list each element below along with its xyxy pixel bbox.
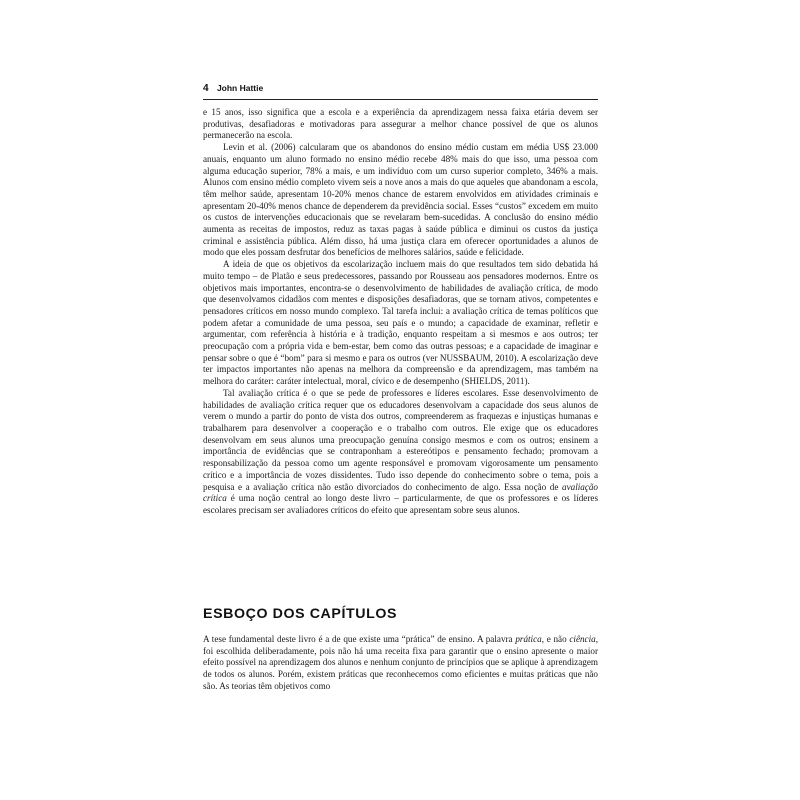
section-heading: ESBOÇO DOS CAPÍTULOS xyxy=(203,606,398,622)
paragraph-4-emphasis: avaliação crítica xyxy=(203,481,598,504)
section-text-c: , foi escolhida deliberadamente, pois não há uma receita fixa para garantir que o ensino apresente o maior efeito possível na aprendizagem dos alunos e nenhum conjunto de princípios que se aplique à aprendizagem de todos os alunos. Porém, existem práticas que reconhecemos como eficientes e muitas práticas que não são. As teorias têm objetivos como xyxy=(203,634,598,691)
page-number: 4 xyxy=(203,83,209,94)
paragraph-4 xyxy=(203,388,598,517)
paragraph-4-text-b: é uma noção central ao longo deste livro – particularmente, de que os professores e os líderes escolares precisam ser avaliadores críticos do efeito que apresentam sobre seus alunos. xyxy=(203,493,598,515)
section-text-b: , e não xyxy=(541,634,570,644)
section-emphasis-pratica: prática xyxy=(515,634,542,644)
running-header xyxy=(203,83,598,100)
body-text xyxy=(203,107,598,517)
section-text-a: A tese fundamental deste livro é a de que existe uma “prática” de ensino. A palavra xyxy=(203,634,516,644)
section-emphasis-ciencia: ciência xyxy=(569,634,596,644)
paragraph-1: e 15 anos, isso significa que a escola e a experiência da aprendizagem nessa faixa etária devem ser produtivas, desafiadoras e motivadoras para assegurar a melhor chance possível de que os alunos permanecerão na escola. xyxy=(203,107,598,141)
section-paragraph-1 xyxy=(203,634,598,693)
section-body-text xyxy=(203,634,598,693)
running-header-author: John Hattie xyxy=(216,83,264,93)
paragraph-4-text-a: Tal avaliação crítica é o que se pede de professores e líderes escolares. Esse desenvolvimento de habilidades de avaliação crítica requer que os educadores desenvolvam a capacidade dos seus alunos de verem o mundo a partir do ponto de vista dos outros, compreenderem as fraquezas e injustiças humanas e trabalharem para desenvolver a cooperação e o trabalho com outros. Ele exige que os educadores desenvolvam em seus alunos uma preocupação genuína consigo mesmos e com os outros; ensinem a importância de evidências que se contraponham a estereótipos e pensamento fechado; promovam a responsabilização da pessoa como um agente responsável e promovam vigorosamente um pensamento crítico e a importância de vozes dissidentes. Tudo isso depende do conhecimento sobre o tema, pois a pesquisa e a avaliação crítica não estão divorciados do conhecimento de algo. Essa noção de xyxy=(203,387,598,492)
paragraph-3: A ideia de que os objetivos da escolarização incluem mais do que resultados tem sido debatida há muito tempo – de Platão e seus predecessores, passando por Rousseau aos pensadores modernos. Entre os objetivos mais importantes, encontra-se o desenvolvimento de habilidades de avaliação crítica, de modo que desenvolvamos cidadãos com mentes e disposições desafiadoras, que se tornam ativos, competentes e pensadores críticos em nosso mundo complexo. Tal tarefa inclui: a avaliação crítica de temas políticos que podem afetar a comunidade de uma pessoa, seu país e o mundo; a capacidade de examinar, refletir e argumentar, com referência à história e à tradição, enquanto respeitam a si mesmos e aos outros; ter preocupação com a própria vida e bem-estar, bem como das outras pessoas; e a capacidade de imaginar e pensar sobre o que é “bom” para si mesmo e para os outros (ver NUSSBAUM, 2010). A escolarização deve ter impactos importantes não apenas na melhora da compreensão e da aprendizagem, mas também na melhora do caráter: caráter intelectual, moral, cívico e de desempenho (SHIELDS, 2011). xyxy=(203,259,598,387)
paragraph-2: Levin et al. (2006) calcularam que os abandonos do ensino médio custam em média US$ 23.000 anuais, enquanto um aluno formado no ensino médio recebe 48% mais do que isso, uma pessoa com alguma educação superior, 78% a mais, e um indivíduo com um curso superior completo, 346% a mais. Alunos com ensino médio completo vivem seis a nove anos a mais do que aqueles que abandonam a escola, têm melhor saúde, apresentam 10-20% menos chance de estarem envolvidos em atividades criminais e apresentam 20-40% menos chance de dependerem da previdência social. Esses “custos” excedem em muito os custos de intervenções educacionais que se revelaram bem-sucedidas. A conclusão do ensino médio aumenta as receitas de impostos, reduz as taxas pagas à saúde pública e diminui os custos da justiça criminal e assistência pública. Além disso, há uma justiça clara em oferecer oportunidades a alunos de modo que eles possam desfrutar dos benefícios de melhores salários, saúde e felicidade. xyxy=(203,142,598,258)
